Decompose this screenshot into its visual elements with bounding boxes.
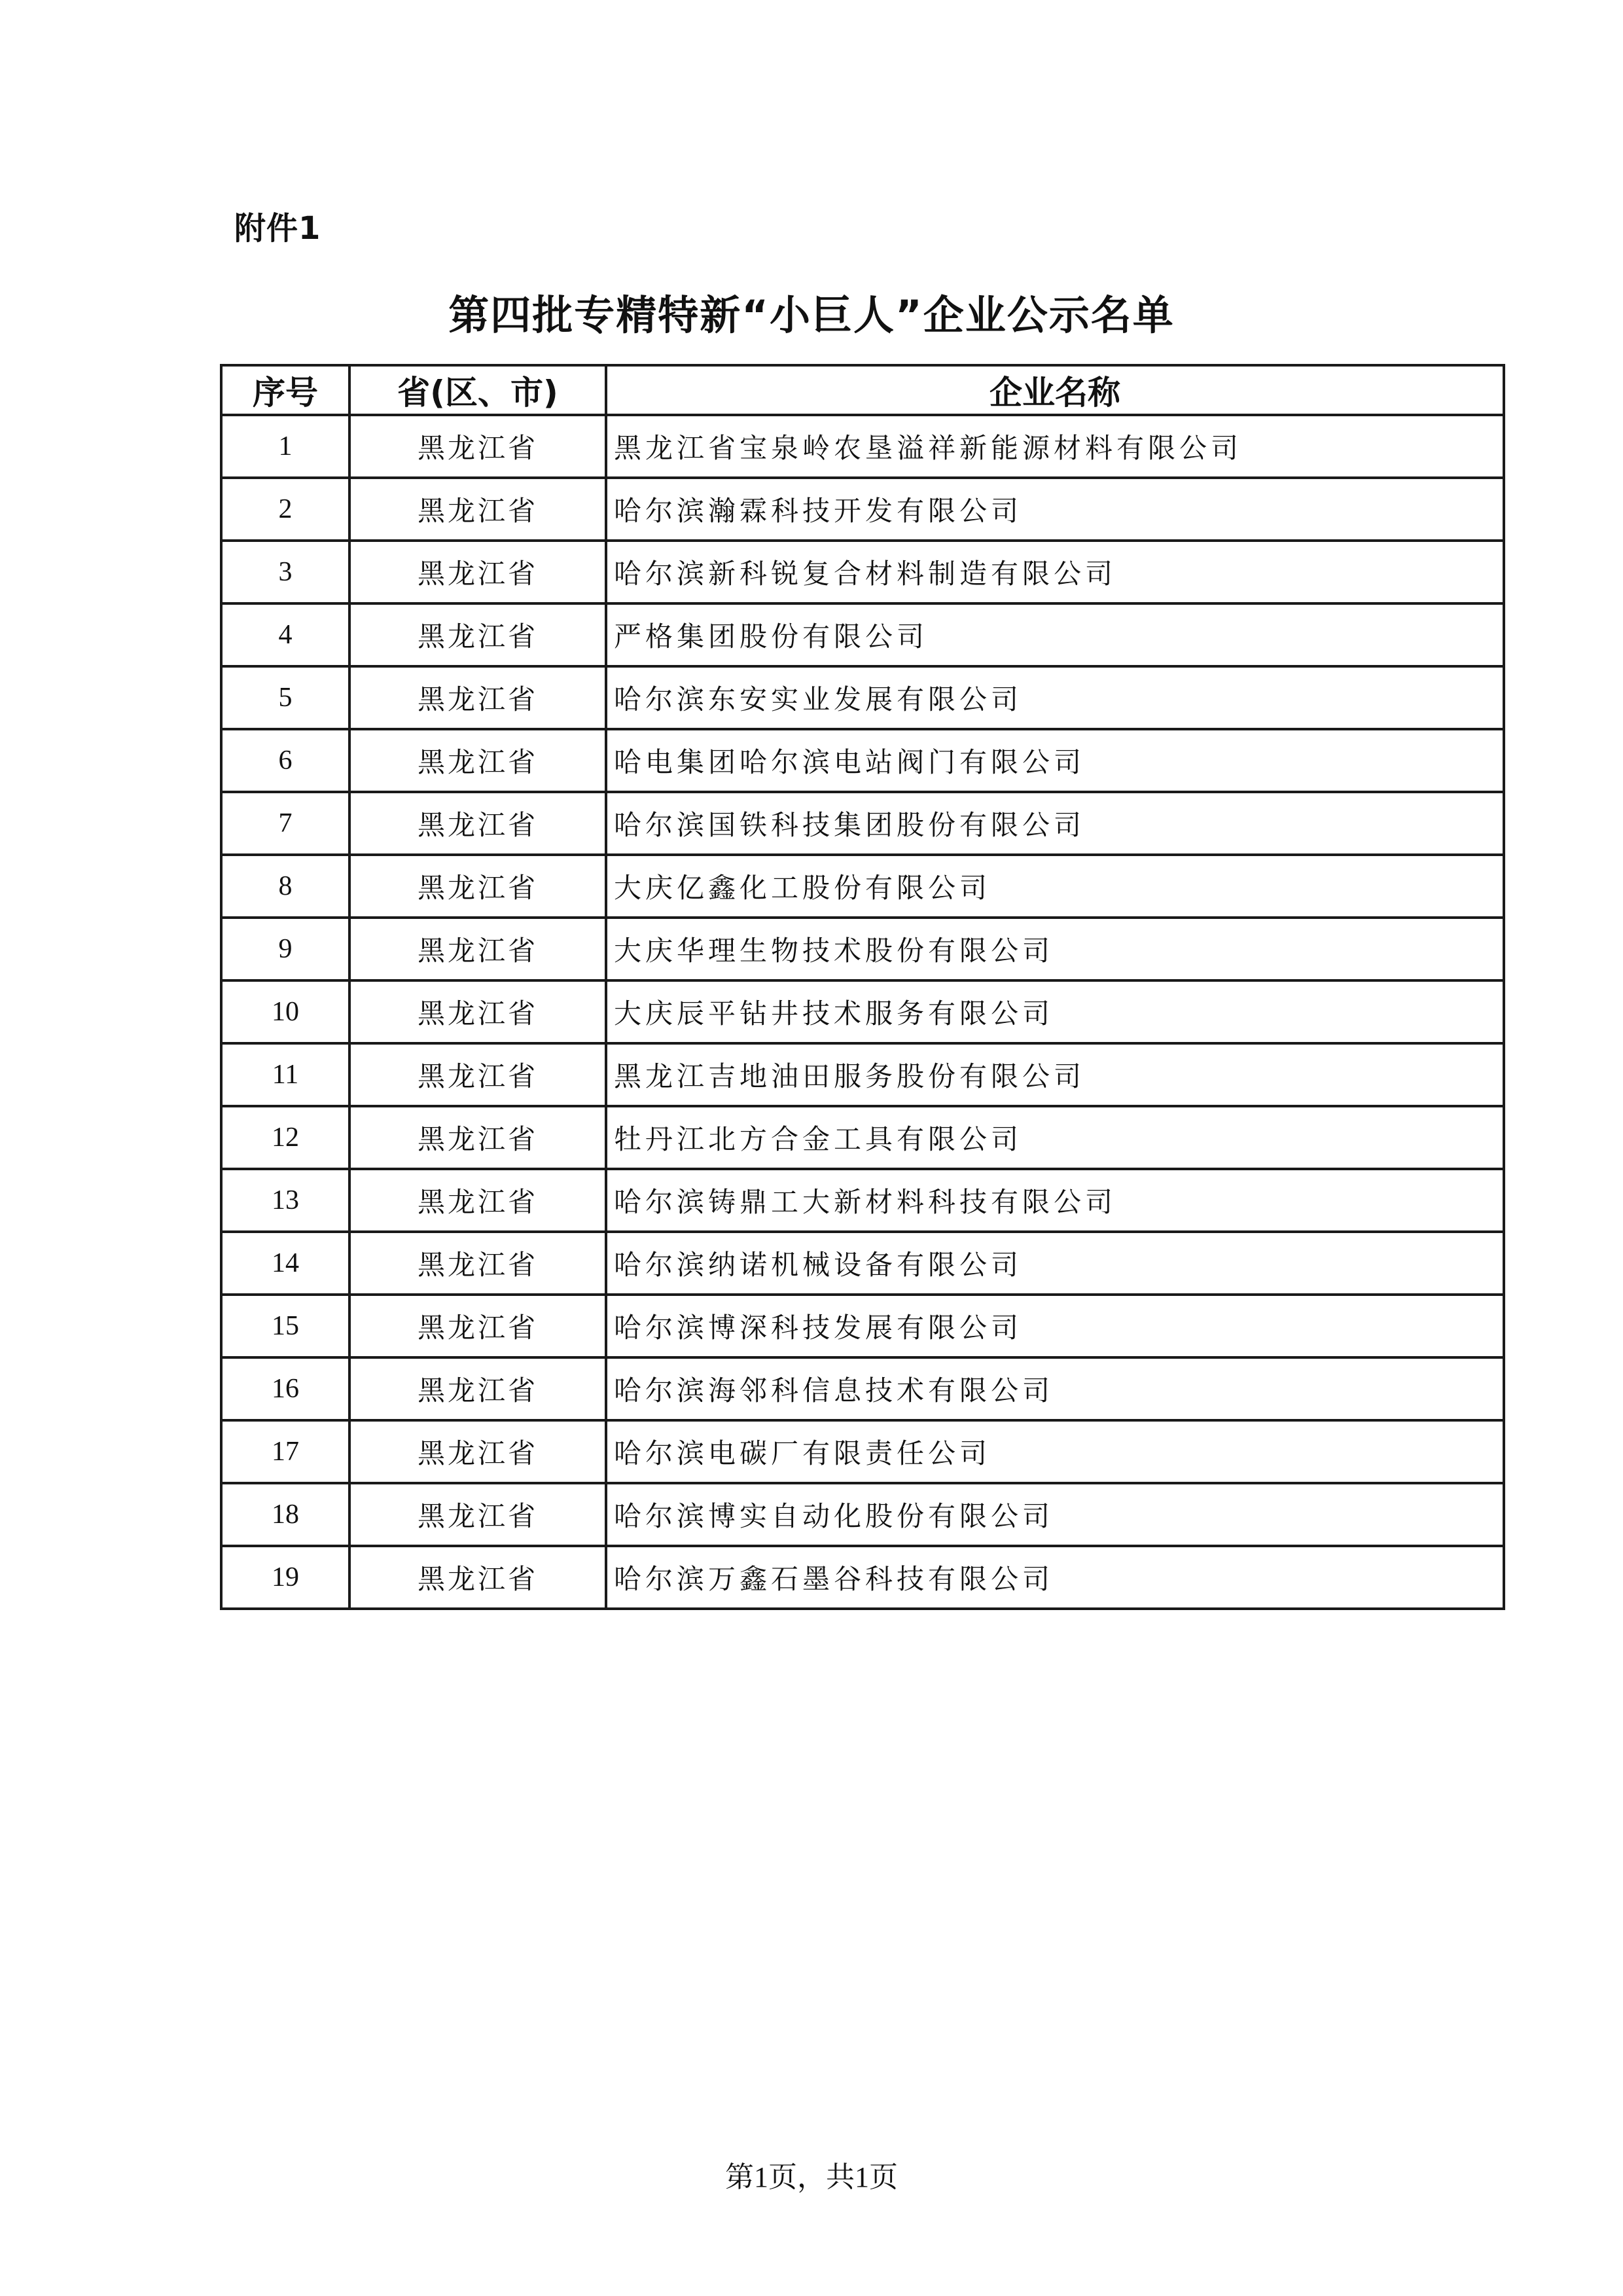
row-seq: 5 (221, 666, 349, 729)
attachment-label: 附件1 (234, 210, 321, 247)
table-row (221, 980, 1504, 1043)
row-seq: 3 (221, 541, 349, 603)
table-row (221, 1420, 1504, 1483)
row-company: 哈尔滨电碳厂有限责任公司 (606, 1420, 1504, 1483)
row-seq: 17 (221, 1420, 349, 1483)
row-company: 哈尔滨新科锐复合材料制造有限公司 (606, 541, 1504, 603)
table-header-row (221, 365, 1504, 415)
row-seq: 1 (221, 415, 349, 478)
row-seq: 12 (221, 1106, 349, 1169)
row-seq: 15 (221, 1295, 349, 1357)
row-seq: 8 (221, 855, 349, 918)
table-row (221, 1357, 1504, 1420)
row-company: 哈电集团哈尔滨电站阀门有限公司 (606, 729, 1504, 792)
table-row (221, 792, 1504, 855)
table-row (221, 603, 1504, 666)
row-province: 黑龙江省 (349, 603, 606, 666)
table-body (221, 415, 1504, 1609)
header-province: 省(区、市) (349, 365, 606, 415)
row-company: 黑龙江吉地油田服务股份有限公司 (606, 1043, 1504, 1106)
row-province: 黑龙江省 (349, 729, 606, 792)
row-seq: 16 (221, 1357, 349, 1420)
company-list-table-container (220, 364, 1503, 1610)
table-row (221, 666, 1504, 729)
row-seq: 6 (221, 729, 349, 792)
row-province: 黑龙江省 (349, 855, 606, 918)
row-company: 大庆辰平钻井技术服务有限公司 (606, 980, 1504, 1043)
table-row (221, 1232, 1504, 1295)
company-list-table (220, 364, 1505, 1610)
row-province: 黑龙江省 (349, 980, 606, 1043)
row-company: 黑龙江省宝泉岭农垦溢祥新能源材料有限公司 (606, 415, 1504, 478)
row-company: 哈尔滨博实自动化股份有限公司 (606, 1483, 1504, 1546)
row-seq: 19 (221, 1546, 349, 1609)
row-province: 黑龙江省 (349, 1232, 606, 1295)
row-seq: 9 (221, 918, 349, 980)
table-row (221, 1546, 1504, 1609)
row-seq: 10 (221, 980, 349, 1043)
row-company: 牡丹江北方合金工具有限公司 (606, 1106, 1504, 1169)
row-province: 黑龙江省 (349, 1043, 606, 1106)
row-company: 哈尔滨万鑫石墨谷科技有限公司 (606, 1546, 1504, 1609)
row-province: 黑龙江省 (349, 415, 606, 478)
table-row (221, 729, 1504, 792)
table-row (221, 1043, 1504, 1106)
row-company: 大庆亿鑫化工股份有限公司 (606, 855, 1504, 918)
table-row (221, 918, 1504, 980)
page-title: 第四批专精特新“小巨人”企业公示名单 (448, 291, 1175, 339)
row-company: 哈尔滨博深科技发展有限公司 (606, 1295, 1504, 1357)
row-seq: 13 (221, 1169, 349, 1232)
table-row (221, 415, 1504, 478)
table-row (221, 1169, 1504, 1232)
row-seq: 11 (221, 1043, 349, 1106)
row-province: 黑龙江省 (349, 1106, 606, 1169)
row-seq: 18 (221, 1483, 349, 1546)
row-company: 大庆华理生物技术股份有限公司 (606, 918, 1504, 980)
row-seq: 2 (221, 478, 349, 541)
row-province: 黑龙江省 (349, 478, 606, 541)
row-seq: 4 (221, 603, 349, 666)
table-row (221, 541, 1504, 603)
row-company: 哈尔滨海邻科信息技术有限公司 (606, 1357, 1504, 1420)
row-company: 哈尔滨东安实业发展有限公司 (606, 666, 1504, 729)
row-company: 哈尔滨国铁科技集团股份有限公司 (606, 792, 1504, 855)
table-row (221, 1106, 1504, 1169)
row-province: 黑龙江省 (349, 1546, 606, 1609)
row-province: 黑龙江省 (349, 541, 606, 603)
row-province: 黑龙江省 (349, 918, 606, 980)
row-province: 黑龙江省 (349, 1420, 606, 1483)
row-province: 黑龙江省 (349, 1357, 606, 1420)
row-province: 黑龙江省 (349, 666, 606, 729)
header-seq: 序号 (221, 365, 349, 415)
table-row (221, 855, 1504, 918)
row-company: 哈尔滨铸鼎工大新材料科技有限公司 (606, 1169, 1504, 1232)
row-province: 黑龙江省 (349, 1295, 606, 1357)
table-row (221, 1483, 1504, 1546)
row-seq: 7 (221, 792, 349, 855)
row-province: 黑龙江省 (349, 1483, 606, 1546)
header-company: 企业名称 (606, 365, 1504, 415)
row-seq: 14 (221, 1232, 349, 1295)
row-province: 黑龙江省 (349, 792, 606, 855)
page-number-footer: 第1页，共1页 (725, 2161, 898, 2193)
row-company: 严格集团股份有限公司 (606, 603, 1504, 666)
table-row (221, 478, 1504, 541)
row-province: 黑龙江省 (349, 1169, 606, 1232)
row-company: 哈尔滨纳诺机械设备有限公司 (606, 1232, 1504, 1295)
table-row (221, 1295, 1504, 1357)
row-company: 哈尔滨瀚霖科技开发有限公司 (606, 478, 1504, 541)
